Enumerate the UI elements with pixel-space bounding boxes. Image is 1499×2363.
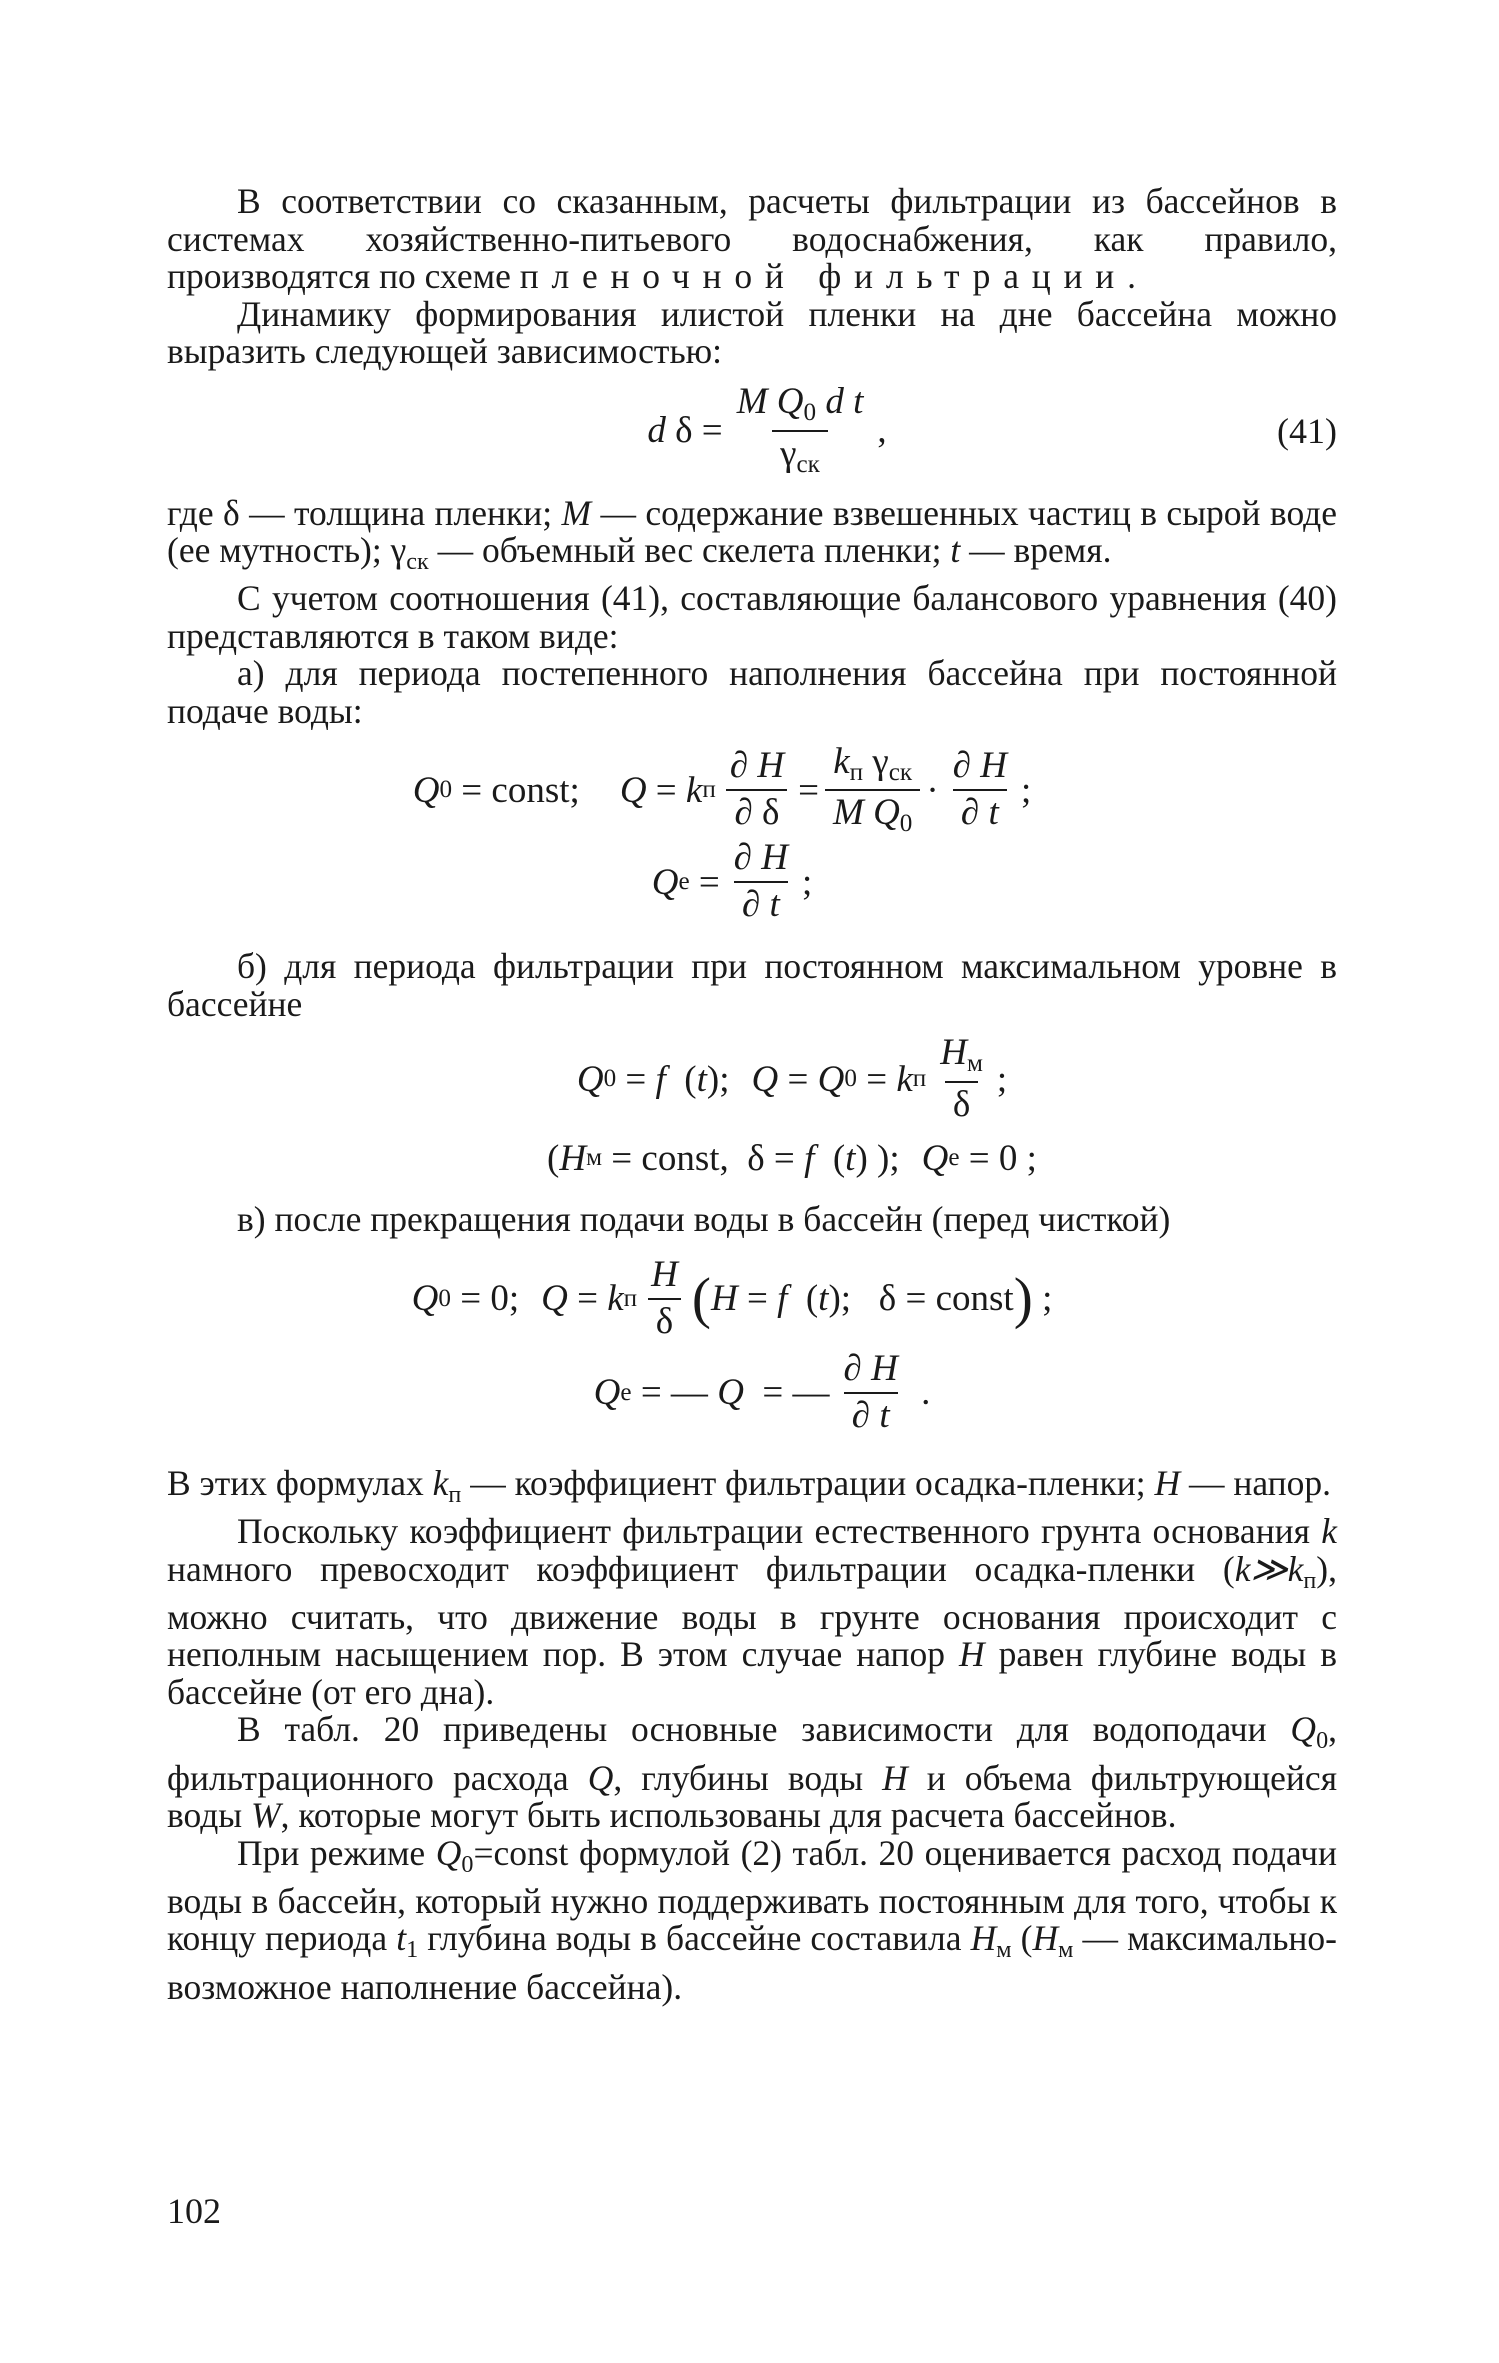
page-number: 102: [167, 2191, 221, 2231]
paragraph-11: При режиме $Q_0=const$ формулой (2) табл. 20 оценивается расход подачи воды в бассейн, который нужно поддерживать постоянным для того, чтобы к концу периода $t_1$ глубина воды в бассейне составила $H_м$ ($H_м$ — максимально-возможное наполнение бассейна).: [167, 1832, 1338, 2007]
paragraph-5: а) для периода постепенного наполнения бассейна при постоянной подаче воды:: [167, 653, 1337, 731]
equation-case-a-1: Q 0 = const; Q = k п $\frac{\partial H}{\partial \delta}$ = $\frac{k_п \gamma_{ск}}{M Q_0}$ · $\frac{\partial H}{\partial t}$ ;: [412, 740, 1032, 838]
paragraph-1: В соответствии со сказанным, расчеты фильтрации из бассейнов в системах хозяйственно-питьевого водоснабжения, как правило, производятся по схеме пленочной фильтрации.: [167, 181, 1337, 296]
paragraph-2: Динамику формирования илистой пленки на дне бассейна можно выразить следующей зависимостью:: [167, 293, 1337, 371]
paragraph-6: б) для периода фильтрации при постоянном максимальном уровне в бассейне: [167, 946, 1337, 1024]
equation-41: d δ = $\frac{M Q_0 d t}{\gamma_{ск}}$ , (41): [647, 381, 1337, 478]
equation-case-c-2: Q e = — Q = — $\frac{\partial H}{\partial t}$ .: [593, 1347, 931, 1436]
page-content: [167, 183, 1337, 2006]
paragraph-3: где δ — толщина пленки; M — содержание взвешенных частиц в сырой воде (ее мутность); $\gamma_{ск}$ — объемный вес скелета пленки; t — время.: [167, 492, 1337, 575]
paragraph-8: В этих формулах $k_п$ — коэффициент фильтрации осадка-пленки; H — напор.: [167, 1462, 1332, 1508]
paragraph-4: С учетом соотношения (41), составляющие балансового уравнения (40) представляются в таком виде:: [167, 578, 1337, 656]
equation-case-b-2: ( H м = const , δ = f ( t ) ); Q e = 0 ;: [547, 1137, 1037, 1179]
equation-case-c-1: Q 0 = 0; Q = k п $\frac{H}{\delta}$ ( H = f ( t ); δ = const ) ;: [411, 1253, 1053, 1342]
paragraph-7: в) после прекращения подачи воды в бассейн (перед чисткой): [237, 1199, 1171, 1240]
equation-case-b-1: Q 0 = f ( t ); Q = Q 0 = k п $\frac{H_м}{\delta}$ ;: [576, 1032, 1008, 1125]
paragraph-10: В табл. 20 приведены основные зависимости для водоподачи $Q_0$, фильтрационного расхода Q, глубины воды H и объема фильтрующейся воды W, которые могут быть использованы для расчета бассейнов.: [167, 1709, 1338, 1835]
paragraph-9: Поскольку коэффициент фильтрации естественного грунта основания k намного превосходит коэффициент фильтрации осадка-пленки $(k≫k_п)$, можно считать, что движение воды в грунте основания происходит с неполным насыщением пор. В этом случае напор H равен глубине воды в бассейне (от его дна).: [167, 1511, 1338, 1712]
equation-case-a-2: Q e = $\frac{\partial H}{\partial t}$ ;: [651, 837, 813, 926]
equation-number: (41): [1277, 410, 1337, 451]
